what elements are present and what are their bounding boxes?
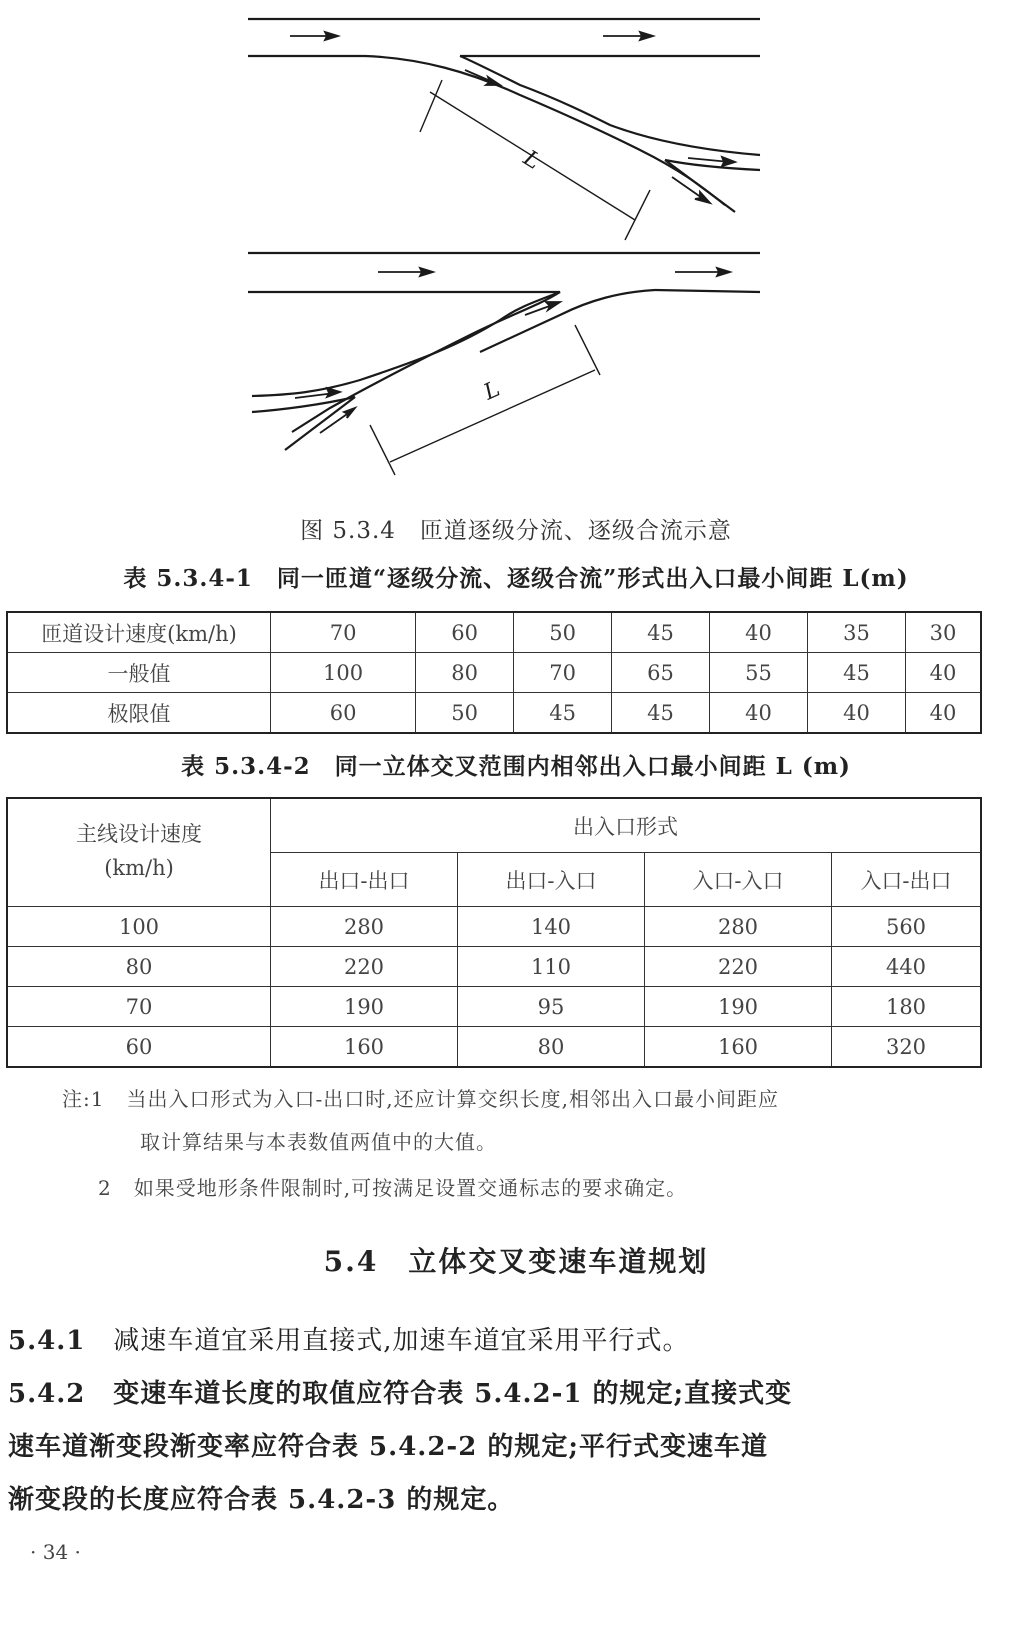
table-cell: 560	[832, 907, 982, 947]
table-cell: 220	[271, 947, 458, 987]
clause-5-4-1	[8, 1320, 689, 1357]
table-cell: 80	[458, 1027, 645, 1068]
table-row	[7, 907, 981, 947]
header-unit: (km/h)	[104, 856, 174, 880]
table-cell: 40	[906, 693, 982, 734]
clause-text: 变速车道长度的取值应符合表 5.4.2-1 的规定;直接式变	[113, 1379, 793, 1409]
clause-text: 减速车道宜采用直接式,加速车道宜采用平行式。	[113, 1326, 690, 1356]
table-cell: 190	[271, 987, 458, 1027]
table-cell: 45	[612, 612, 710, 653]
column-header: 出口-入口	[458, 853, 645, 907]
table-cell: 45	[514, 693, 612, 734]
column-header: 入口-出口	[832, 853, 982, 907]
table-cell: 160	[645, 1027, 832, 1068]
table-cell: 95	[458, 987, 645, 1027]
clause-text: 渐变段的长度应符合表 5.4.2-3 的规定。	[8, 1485, 515, 1515]
clause-5-4-2-line2	[8, 1426, 768, 1463]
table-cell: 70	[7, 987, 271, 1027]
clause-5-4-2-line3	[8, 1479, 514, 1516]
table-cell: 190	[645, 987, 832, 1027]
table-cell: 45	[807, 653, 905, 693]
clause-5-4-2	[8, 1373, 792, 1410]
table-cell: 60	[271, 693, 416, 734]
table-cell: 50	[416, 693, 514, 734]
clause-number: 5.4.2	[8, 1379, 86, 1409]
page-number: · 34 ·	[30, 1540, 81, 1564]
note-1-label: 注:1	[62, 1087, 105, 1111]
table-row	[7, 612, 981, 653]
header-group: 出入口形式	[271, 798, 982, 853]
table-cell: 70	[271, 612, 416, 653]
table1-title: 表 5.3.4-1 同一匝道“逐级分流、逐级合流”形式出入口最小间距 L(m)	[123, 565, 909, 592]
note-2-text: 如果受地形条件限制时,可按满足设置交通标志的要求确定。	[133, 1176, 688, 1200]
table-cell: 70	[514, 653, 612, 693]
table-header-row	[7, 798, 981, 853]
note-1-text: 当出入口形式为入口-出口时,还应计算交织长度,相邻出入口最小间距应	[126, 1087, 780, 1111]
table-cell: 100	[7, 907, 271, 947]
table-cell: 45	[612, 693, 710, 734]
table-cell: 40	[710, 612, 808, 653]
table-cell: 280	[271, 907, 458, 947]
table-cell: 140	[458, 907, 645, 947]
table-cell: 极限值	[7, 693, 271, 734]
table-cell: 40	[906, 653, 982, 693]
header-label: 主线设计速度	[76, 822, 202, 846]
table-row	[7, 947, 981, 987]
merge-length-label: L	[480, 376, 504, 406]
ramp-diverge-merge-figure	[0, 0, 1032, 500]
table-cell: 180	[832, 987, 982, 1027]
note-1	[62, 1083, 779, 1112]
table-cell: 65	[612, 653, 710, 693]
column-header: 入口-入口	[645, 853, 832, 907]
table2-title: 表 5.3.4-2 同一立体交叉范围内相邻出入口最小间距 L (m)	[181, 753, 851, 780]
column-header: 出口-出口	[271, 853, 458, 907]
clause-number: 5.4.1	[8, 1326, 86, 1356]
table-cell: 40	[807, 693, 905, 734]
table-cell: 110	[458, 947, 645, 987]
note-1-continuation: 取计算结果与本表数值两值中的大值。	[140, 1130, 497, 1154]
table-cell: 60	[416, 612, 514, 653]
table-cell: 440	[832, 947, 982, 987]
table-cell: 80	[7, 947, 271, 987]
table-cell: 40	[710, 693, 808, 734]
table-cell: 60	[7, 1027, 271, 1068]
clause-text: 速车道渐变段渐变率应符合表 5.4.2-2 的规定;平行式变速车道	[8, 1432, 768, 1462]
table-cell: 一般值	[7, 653, 271, 693]
section-title: 5.4 立体交叉变速车道规划	[323, 1245, 709, 1278]
table-cell: 55	[710, 653, 808, 693]
table-row	[7, 987, 981, 1027]
header-mainline-speed	[7, 798, 271, 907]
table-cell: 80	[416, 653, 514, 693]
table-cell: 35	[807, 612, 905, 653]
diverge-length-label: L	[518, 145, 545, 175]
table-cell: 匝道设计速度(km/h)	[7, 612, 271, 653]
table-row	[7, 653, 981, 693]
figure-caption: 图 5.3.4 匝道逐级分流、逐级合流示意	[300, 518, 732, 544]
table-cell: 160	[271, 1027, 458, 1068]
table-ramp-min-spacing	[6, 611, 982, 734]
table-cell: 320	[832, 1027, 982, 1068]
note-2	[98, 1172, 687, 1201]
table-cell: 50	[514, 612, 612, 653]
table-row	[7, 693, 981, 734]
table-adjacent-min-spacing	[6, 797, 982, 1068]
table-cell: 280	[645, 907, 832, 947]
table-cell: 30	[906, 612, 982, 653]
table-cell: 220	[645, 947, 832, 987]
table-row	[7, 1027, 981, 1068]
table-cell: 100	[271, 653, 416, 693]
note-2-label: 2	[98, 1176, 112, 1200]
